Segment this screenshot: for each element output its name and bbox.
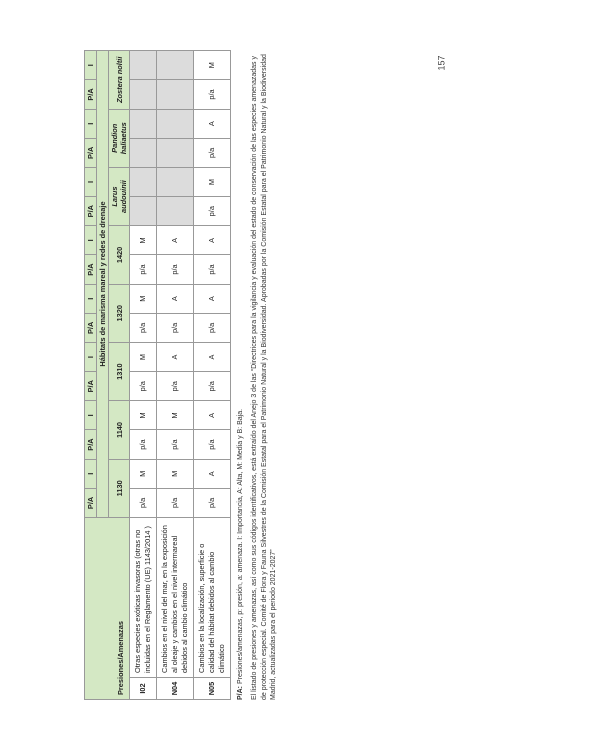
table-cell: p/a: [193, 80, 230, 109]
table-row: [193, 51, 230, 700]
table-cell: p/a: [193, 255, 230, 284]
table-cell: [156, 167, 193, 196]
table-cell: A: [193, 401, 230, 430]
col-header: P/A: [85, 197, 97, 226]
table-cell: M: [130, 226, 157, 255]
table-cell: p/a: [130, 430, 157, 459]
species-header: Pandion haliaetus: [109, 109, 130, 167]
col-header: P/A: [85, 488, 97, 517]
species-header: Larus audouinii: [109, 167, 130, 225]
habitat-header: 1320: [109, 284, 130, 342]
table-cell: p/a: [193, 313, 230, 342]
group-header: Hábitats de marisma mareal y redes de drenaje: [97, 51, 109, 518]
table-cell: A: [156, 342, 193, 371]
header-row-1: [85, 51, 97, 700]
table-cell: M: [193, 51, 230, 80]
pressure-code: I02: [130, 678, 157, 700]
col-header: I: [85, 109, 97, 138]
presiones-header: Presiones/Amenazas: [85, 517, 130, 699]
table-row: [156, 51, 193, 700]
legend-note: [236, 50, 245, 700]
table-cell: A: [156, 226, 193, 255]
table-cell: p/a: [156, 372, 193, 401]
table-cell: [130, 80, 157, 109]
table-cell: A: [193, 226, 230, 255]
table-cell: p/a: [130, 488, 157, 517]
table-cell: M: [130, 401, 157, 430]
table-cell: [156, 138, 193, 167]
table-cell: A: [193, 284, 230, 313]
table-cell: p/a: [156, 255, 193, 284]
table-cell: p/a: [193, 197, 230, 226]
table-cell: p/a: [130, 372, 157, 401]
table-cell: [156, 197, 193, 226]
table-cell: p/a: [193, 488, 230, 517]
col-header: I: [85, 459, 97, 488]
habitat-header: 1140: [109, 401, 130, 459]
table-cell: p/a: [130, 313, 157, 342]
table-cell: [130, 109, 157, 138]
page-number: 157: [436, 55, 447, 71]
table-cell: [130, 197, 157, 226]
habitat-header: 1310: [109, 342, 130, 400]
table-cell: A: [193, 342, 230, 371]
table-cell: M: [156, 459, 193, 488]
table-cell: p/a: [156, 430, 193, 459]
pressure-description: Cambios en el nivel del mar, en la exposición al oleaje y cambios en el nivel intermareal debidos al cambio climático: [156, 517, 193, 677]
col-header: I: [85, 401, 97, 430]
table-cell: A: [193, 459, 230, 488]
habitat-header: 1130: [109, 459, 130, 517]
species-header: Zostera noltii: [109, 51, 130, 110]
table-notes: [236, 50, 279, 700]
table-cell: p/a: [156, 313, 193, 342]
table-cell: A: [193, 109, 230, 138]
col-header: I: [85, 226, 97, 255]
pressure-code: N04: [156, 678, 193, 700]
table-cell: [130, 51, 157, 80]
source-note: El listado de presiones y amenazas, así como sus códigos identificativos, está extraído del Anejo 3 de las “Directrices para la vigilancia y evaluación del estado de conservación de las especies amenazadas y de protección especial. Comité de Flora y Fauna Silvestres de la Comisión Estatal para el Patrimonio Natural y la Biodiversidad. Aprobadas por la Comisión Estatal para el Patrimonio Natural y la Biodiversidad Madrid, actualizadas para el periodo 2021-2027”: [251, 54, 278, 700]
legend-label: P/A:: [236, 686, 244, 700]
col-header: P/A: [85, 313, 97, 342]
pressure-code: N05: [193, 678, 230, 700]
table-cell: [156, 109, 193, 138]
habitat-header: 1420: [109, 226, 130, 284]
rotated-page-content: [84, 50, 464, 700]
col-header: P/A: [85, 138, 97, 167]
table-cell: p/a: [193, 430, 230, 459]
table-cell: p/a: [193, 138, 230, 167]
table-cell: M: [130, 284, 157, 313]
pressures-table: [84, 50, 231, 700]
table-cell: p/a: [193, 372, 230, 401]
table-cell: p/a: [156, 488, 193, 517]
col-header: I: [85, 342, 97, 371]
table-cell: M: [130, 459, 157, 488]
col-header: I: [85, 167, 97, 196]
table-body: [130, 51, 231, 700]
pressure-description: Cambios en la localización, superficie o calidad del hábitat debidos al cambio climático: [193, 517, 230, 677]
legend-text: Presiones/amenazas, p: presión, a: amenaza. I: Importancia, A: Alta, M: Media y B: Baja.: [236, 408, 244, 685]
table-cell: M: [130, 342, 157, 371]
table-cell: [156, 80, 193, 109]
col-header: P/A: [85, 372, 97, 401]
table-cell: M: [156, 401, 193, 430]
col-header: P/A: [85, 255, 97, 284]
col-header: I: [85, 284, 97, 313]
table-cell: [130, 138, 157, 167]
table-cell: M: [193, 167, 230, 196]
table-cell: A: [156, 284, 193, 313]
table-cell: [130, 167, 157, 196]
table-row: [130, 51, 157, 700]
col-header: I: [85, 51, 97, 80]
pressure-description: Otras especies exóticas invasoras (otras no incluidas en el Reglamento (UE) 1143/2014 ): [130, 517, 157, 677]
col-header: P/A: [85, 80, 97, 109]
table-cell: [156, 51, 193, 80]
table-cell: p/a: [130, 255, 157, 284]
col-header: P/A: [85, 430, 97, 459]
